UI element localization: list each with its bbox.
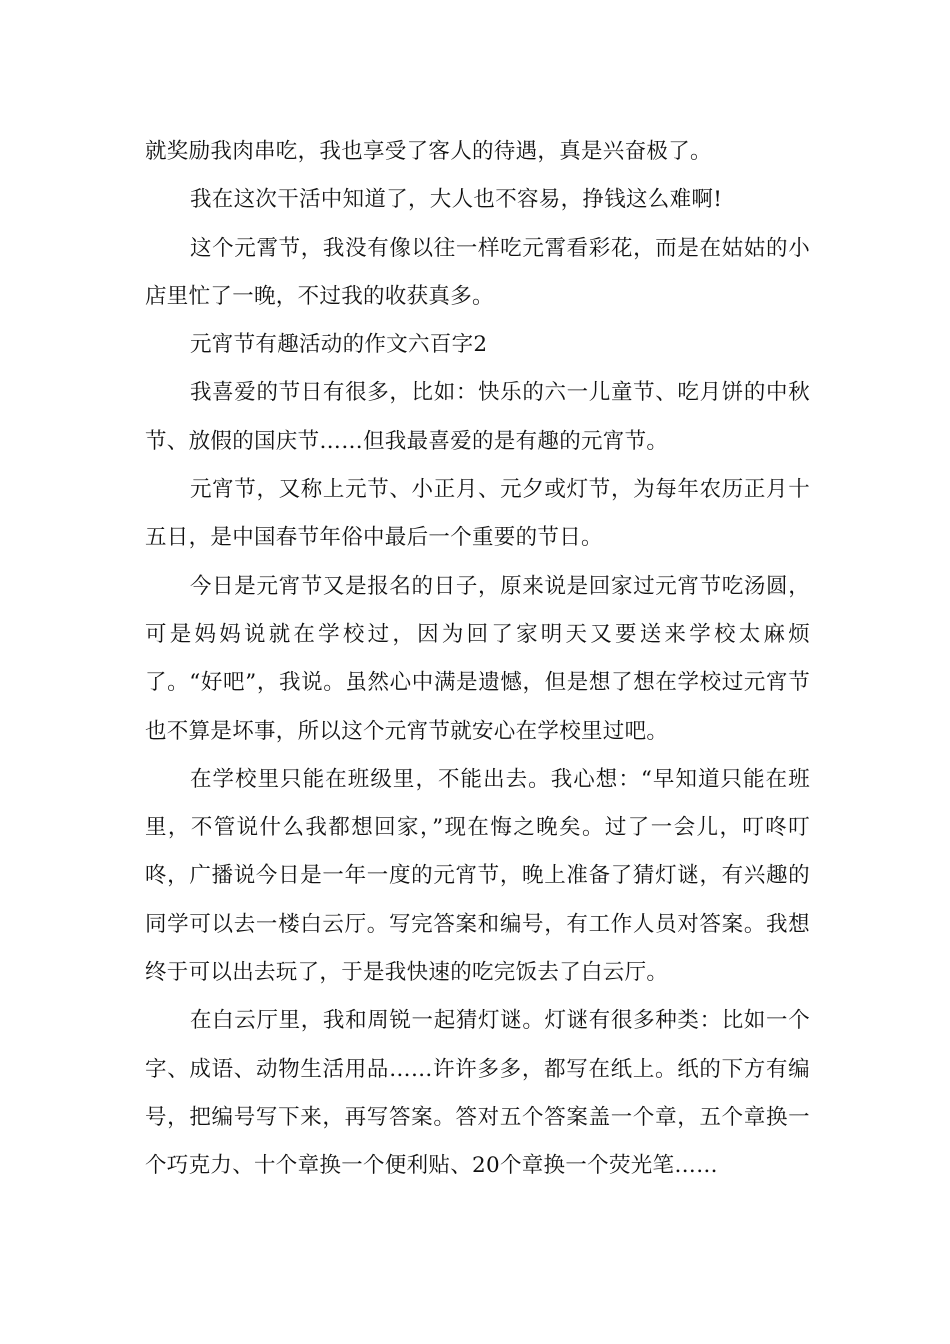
paragraph-8: 在学校里只能在班级里，不能出去。我心想：“早知道只能在班里，不管说什么我都想回家，”现在悔之晚矣。过了一会儿，叮咚叮咚，广播说今日是一年一度的元宵节，晚上准备了猜灯谜，有兴趣的同学可以去一楼白云厅。写完答案和编号，有工作人员对答案。我想终于可以出去玩了，于是我快速的吃完饭去了白云厅。 — [145, 766, 810, 986]
paragraph-2: 我在这次干活中知道了，大人也不容易，挣钱这么难啊! — [190, 187, 723, 213]
section-heading: 元宵节有趣活动的作文六百字2 — [190, 332, 488, 358]
paragraph-5: 我喜爱的节日有很多，比如：快乐的六一儿童节、吃月饼的中秋节、放假的国庆节……但我最喜爱的是有趣的元宵节。 — [145, 380, 810, 454]
paragraph-9: 在白云厅里，我和周锐一起猜灯谜。灯谜有很多种类：比如一个字、成语、动物生活用品……许许多多，都写在纸上。纸的下方有编号，把编号写下来，再写答案。答对五个答案盖一个章，五个章换一个巧克力、十个章换一个便利贴、20个章换一个荧光笔…… — [145, 1008, 810, 1179]
paragraph-3: 这个元霄节，我没有像以往一样吃元霄看彩花，而是在姑姑的小店里忙了一晚，不过我的收获真多。 — [145, 235, 810, 309]
paragraph-1: 就奖励我肉串吃，我也享受了客人的待遇，真是兴奋极了。 — [145, 139, 712, 164]
paragraph-6: 元宵节，又称上元节、小正月、元夕或灯节，为每年农历正月十五日，是中国春节年俗中最后一个重要的节日。 — [145, 477, 810, 551]
document-body — [145, 128, 810, 1191]
paragraph-7: 今日是元宵节又是报名的日子，原来说是回家过元宵节吃汤圆，可是妈妈说就在学校过，因为回了家明天又要送来学校太麻烦了。“好吧”，我说。虽然心中满是遗憾，但是想了想在学校过元宵节也不算是坏事，所以这个元宵节就安心在学校里过吧。 — [145, 573, 810, 744]
